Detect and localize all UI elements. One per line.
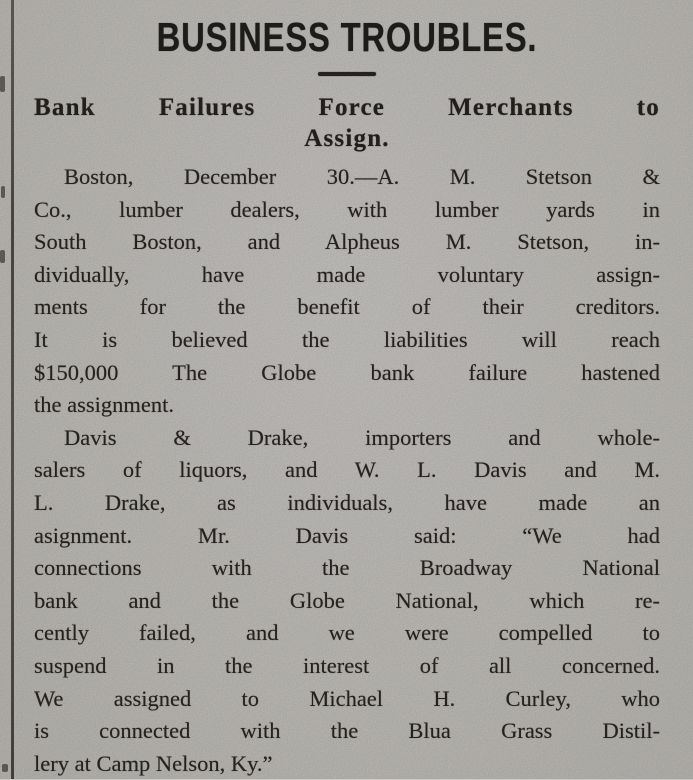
print-artifact <box>1 186 5 198</box>
body-line: We assigned to Michael H. Curley, who <box>34 685 660 711</box>
print-artifact <box>2 764 8 772</box>
body-line: lery at Camp Nelson, Ky.” <box>34 750 273 776</box>
body-line: connections with the Broadway National <box>34 555 660 581</box>
body-line: ments for the benefit of their creditors. <box>34 294 660 320</box>
article-subhead <box>34 92 660 154</box>
body-line: bank and the Globe National, which re- <box>34 587 660 613</box>
column-divider-rule <box>11 0 14 779</box>
subhead-line-2: Assign. <box>304 125 390 152</box>
body-line: It is believed the liabilities will reach <box>34 326 660 352</box>
body-line: Davis & Drake, importers and whole- <box>64 424 660 450</box>
article-body <box>34 161 660 780</box>
body-line: suspend in the interest of all concerned. <box>34 652 660 678</box>
body-line: the assignment. <box>34 392 174 418</box>
article-title <box>34 14 660 60</box>
body-line: Co., lumber dealers, with lumber yards in <box>34 196 660 222</box>
body-line: salers of liquors, and W. L. Davis and M. <box>34 457 660 483</box>
title-divider-rule <box>318 72 376 76</box>
body-line: Boston, December 30.—A. M. Stetson & <box>64 164 660 189</box>
body-line: dividually, have made voluntary assign- <box>34 261 660 287</box>
body-line: L. Drake, as individuals, have made an <box>34 489 660 515</box>
article-column <box>34 14 660 780</box>
body-line: South Boston, and Alpheus M. Stetson, in- <box>34 229 660 255</box>
print-artifact <box>0 76 5 92</box>
print-artifact <box>0 250 5 263</box>
body-line: is connected with the Blua Grass Distil- <box>34 718 660 744</box>
body-line: asignment. Mr. Davis said: “We had <box>34 522 660 548</box>
body-line: cently failed, and we were compelled to <box>34 620 660 646</box>
subhead-line-1: Bank Failures Force Merchants to <box>34 94 660 121</box>
article-title-text: BUSINESS TROUBLES. <box>156 14 538 60</box>
body-line: $150,000 The Globe bank failure hastened <box>34 359 660 385</box>
